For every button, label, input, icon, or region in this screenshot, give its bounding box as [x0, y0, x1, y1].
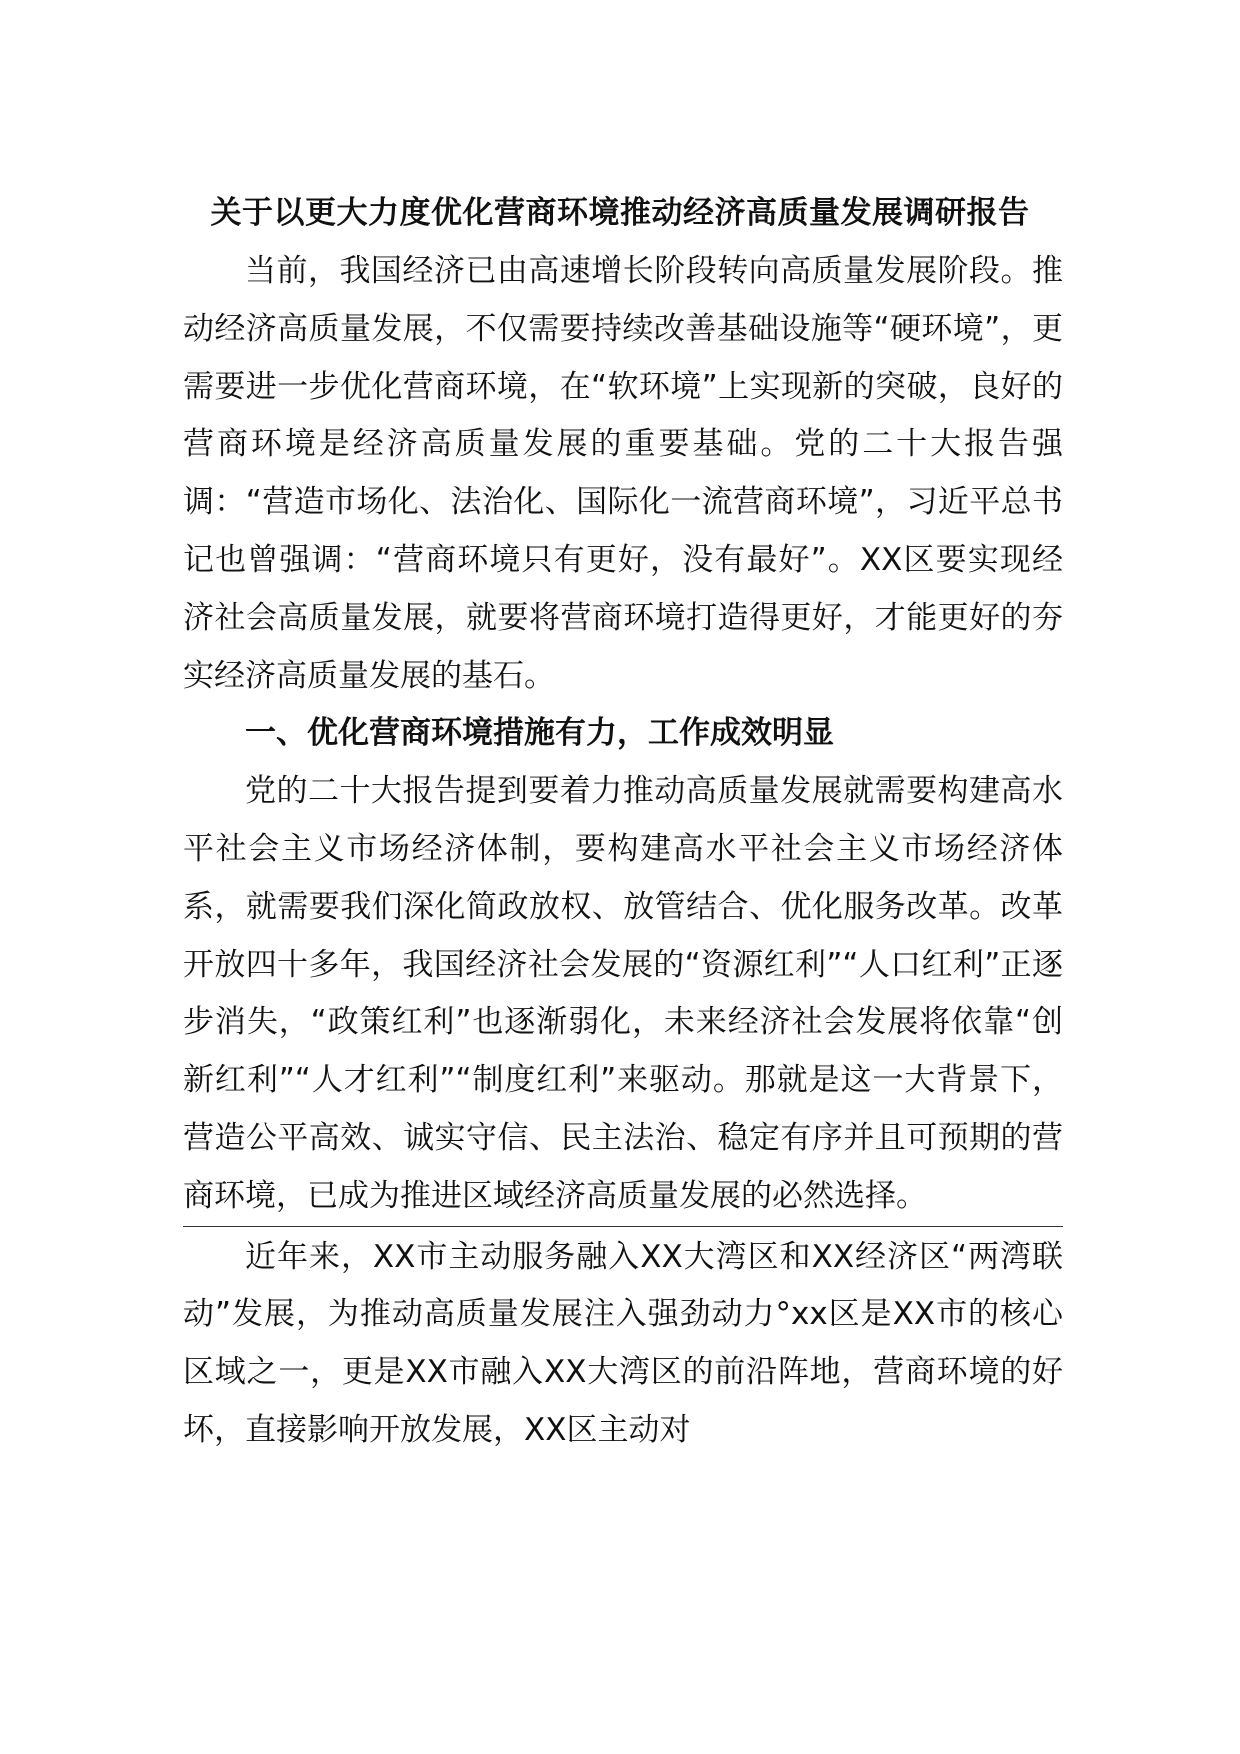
footnote-divider: [183, 1226, 1063, 1227]
section-heading: 一、优化营商环境措施有力，工作成效明显: [245, 715, 834, 752]
document-body: [183, 243, 1063, 1460]
intro-paragraph: 当前，我国经济已由高速增长阶段转向高质量发展阶段。推动经济高质量发展，不仅需要持续改善基础设施等“硬环境”，更需要进一步优化营商环境，在“软环境”上实现新的突破，良好的营商环境是经济高质量发展的重要基础。党的二十大报告强调：“营造市场化、法治化、国际化一流营商环境”，习近平总书记也曾强调：“营商环境只有更好，没有最好”。XX区要实现经济社会高质量发展，就要将营商环境打造得更好，才能更好的夯实经济高质量发展的基石。: [183, 253, 1063, 694]
section-paragraph: 近年来，XX市主动服务融入XX大湾区和XX经济区“两湾联动”发展，为推动高质量发展注入强劲动力°xx区是XX市的核心区域之一，更是XX市融入XX大湾区的前沿阵地，营商环境的好坏，直接影响开放发展，XX区主动对: [183, 1238, 1063, 1448]
document-title: 关于以更大力度优化营商环境推动经济高质量发展调研报告: [210, 195, 1030, 231]
section-paragraph: 党的二十大报告提到要着力推动高质量发展就需要构建高水平社会主义市场经济体制，要构建高水平社会主义市场经济体系，就需要我们深化简政放权、放管结合、优化服务改革。改革开放四十多年，我国经济社会发展的“资源红利”“人口红利”正逐步消失，“政策红利”也逐渐弱化，未来经济社会发展将依靠“创新红利”“人才红利”“制度红利”来驱动。那就是这一大背景下，营造公平高效、诚实守信、民主法治、稳定有序并且可预期的营商环境，已成为推进区域经济高质量发展的必然选择。: [183, 773, 1063, 1214]
